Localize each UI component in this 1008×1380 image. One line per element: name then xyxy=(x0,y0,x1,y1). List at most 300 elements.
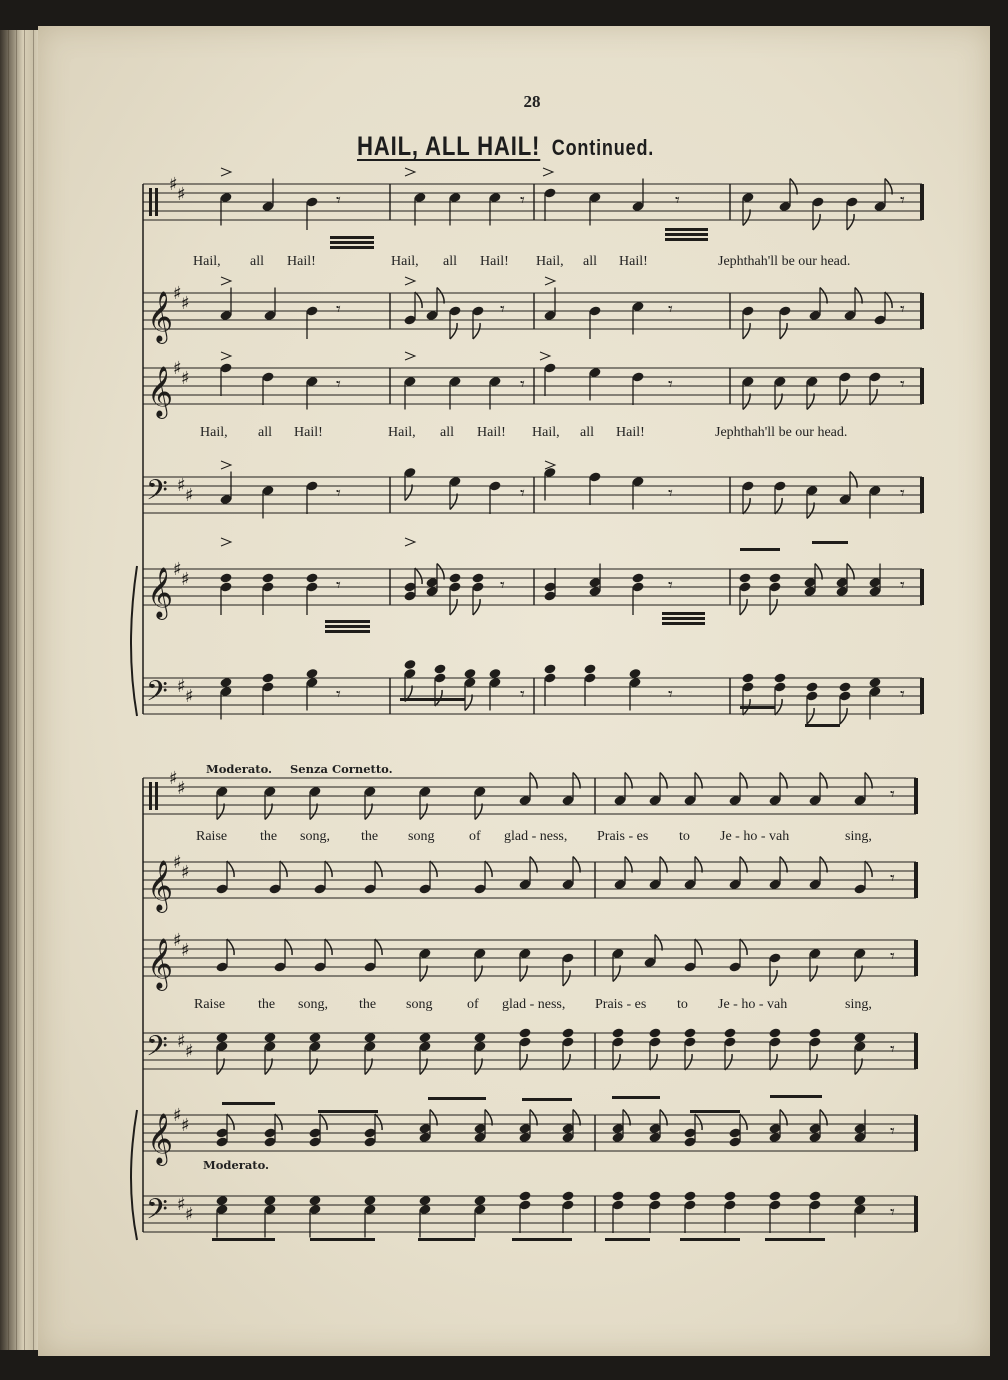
rest-icon: 𝄾 xyxy=(520,374,525,395)
rest-icon: 𝄾 xyxy=(890,946,895,967)
lyric-s2-top-7: Prais - es xyxy=(597,829,649,844)
note-head xyxy=(631,572,644,583)
rest-icon: 𝄾 xyxy=(520,684,525,705)
note-flag xyxy=(573,1110,580,1126)
note-flag xyxy=(430,1110,437,1126)
accent-mark xyxy=(405,168,415,176)
rest-icon: 𝄾 xyxy=(668,374,673,395)
lyric-s2-top-8: to xyxy=(679,829,690,844)
beam xyxy=(665,238,708,241)
note-head xyxy=(518,1027,531,1038)
note-flag xyxy=(775,498,782,514)
note-flag xyxy=(573,857,580,873)
beam xyxy=(222,1102,275,1105)
note-flag xyxy=(865,773,872,789)
note-head xyxy=(683,1027,696,1038)
note-flag xyxy=(660,773,667,789)
note-flag xyxy=(770,599,777,615)
note-flag xyxy=(520,1054,527,1070)
note-flag xyxy=(775,699,782,715)
beam xyxy=(418,1238,475,1241)
note-flag xyxy=(740,773,747,789)
lyric-s2-mid-5: of xyxy=(467,997,479,1012)
note-head xyxy=(868,677,881,688)
note-head xyxy=(773,672,786,683)
note-flag xyxy=(415,292,422,308)
lyric-s1-mid-1: all xyxy=(258,425,272,440)
note-head xyxy=(305,572,318,583)
note-flag xyxy=(310,804,317,820)
lyric-s2-mid-2: song, xyxy=(298,997,328,1012)
rest-icon: 𝄾 xyxy=(520,190,525,211)
percussion-clef-icon xyxy=(155,188,158,216)
rest-icon: 𝄾 xyxy=(500,575,505,596)
note-flag xyxy=(810,966,817,982)
beam xyxy=(662,617,705,620)
treble-clef-icon: 𝄞 xyxy=(147,1113,174,1164)
note-flag xyxy=(530,1110,537,1126)
note-flag xyxy=(850,472,857,488)
page-number: 28 xyxy=(523,92,541,111)
beam xyxy=(765,1238,825,1241)
note-flag xyxy=(865,861,872,877)
note-flag xyxy=(660,857,667,873)
sharp-icon: ♯ xyxy=(177,778,186,799)
lyric-s1-top-8: Hail! xyxy=(619,254,648,269)
note-head xyxy=(648,1027,661,1038)
note-head xyxy=(219,572,232,583)
sharp-icon: ♯ xyxy=(181,569,190,590)
note-head xyxy=(808,1190,821,1201)
bass-clef-icon: 𝄢 xyxy=(146,675,168,715)
note-head xyxy=(305,668,318,679)
note-flag xyxy=(265,1059,272,1075)
beam xyxy=(662,612,705,615)
rest-icon: 𝄾 xyxy=(890,784,895,805)
lyric-s2-top-3: the xyxy=(361,829,379,844)
note-flag xyxy=(473,599,480,615)
lyric-s1-top-6: Hail, xyxy=(536,254,564,269)
lyric-s1-top-2: Hail! xyxy=(287,254,316,269)
sharp-icon: ♯ xyxy=(169,768,178,789)
note-head xyxy=(418,1195,431,1206)
lyric-s1-mid-5: Hail! xyxy=(477,425,506,440)
rest-icon: 𝄾 xyxy=(336,299,341,320)
note-head xyxy=(723,1190,736,1201)
accent-mark xyxy=(221,277,231,285)
note-head xyxy=(738,572,751,583)
lyric-s2-mid-10: sing, xyxy=(845,997,872,1012)
note-flag xyxy=(780,773,787,789)
note-flag xyxy=(740,599,747,615)
beam xyxy=(805,724,840,727)
note-flag xyxy=(217,804,224,820)
lyric-s1-top-5: Hail! xyxy=(480,254,509,269)
note-head xyxy=(261,672,274,683)
sharp-icon: ♯ xyxy=(177,1194,186,1215)
note-head xyxy=(448,572,461,583)
note-flag xyxy=(405,485,412,501)
sharp-icon: ♯ xyxy=(185,686,194,707)
note-flag xyxy=(743,323,750,339)
treble-clef-icon: 𝄞 xyxy=(147,860,174,911)
rest-icon: 𝄾 xyxy=(900,575,905,596)
note-flag xyxy=(840,708,847,724)
sharp-icon: ♯ xyxy=(173,559,182,580)
note-flag xyxy=(820,288,827,304)
note-head xyxy=(363,1195,376,1206)
accent-mark xyxy=(540,352,550,360)
lyric-s1-mid-2: Hail! xyxy=(294,425,323,440)
sharp-icon: ♯ xyxy=(185,1204,194,1225)
beam xyxy=(665,233,708,236)
note-flag xyxy=(573,773,580,789)
rest-icon: 𝄾 xyxy=(900,374,905,395)
note-head xyxy=(261,572,274,583)
beam xyxy=(740,548,780,551)
note-flag xyxy=(780,323,787,339)
note-flag xyxy=(320,1114,327,1130)
lyric-s1-mid-7: all xyxy=(580,425,594,440)
note-flag xyxy=(530,857,537,873)
lyric-s1-mid-3: Hail, xyxy=(388,425,416,440)
note-flag xyxy=(780,1110,787,1126)
bass-clef-icon: 𝄢 xyxy=(146,1030,168,1070)
note-flag xyxy=(275,1114,282,1130)
note-flag xyxy=(847,564,854,580)
note-flag xyxy=(695,939,702,955)
note-flag xyxy=(740,939,747,955)
note-flag xyxy=(810,1054,817,1070)
rest-icon: 𝄾 xyxy=(336,374,341,395)
beam xyxy=(662,622,705,625)
note-flag xyxy=(743,210,750,226)
note-flag xyxy=(870,389,877,405)
lyric-s2-top-9: Je - ho - vah xyxy=(720,829,790,844)
percussion-clef-icon xyxy=(155,782,158,810)
lyric-s1-top-4: all xyxy=(443,254,457,269)
note-head xyxy=(853,1032,866,1043)
note-head xyxy=(219,677,232,688)
note-flag xyxy=(325,861,332,877)
note-flag xyxy=(613,966,620,982)
note-flag xyxy=(415,568,422,584)
note-flag xyxy=(855,966,862,982)
note-flag xyxy=(420,966,427,982)
note-flag xyxy=(520,966,527,982)
note-flag xyxy=(695,857,702,873)
note-flag xyxy=(450,323,457,339)
note-flag xyxy=(485,1110,492,1126)
note-flag xyxy=(375,939,382,955)
sharp-icon: ♯ xyxy=(169,174,178,195)
lyric-s2-mid-7: Prais - es xyxy=(595,997,647,1012)
lyric-s1-top-3: Hail, xyxy=(391,254,419,269)
note-head xyxy=(723,1027,736,1038)
note-head xyxy=(308,1032,321,1043)
note-head xyxy=(473,1195,486,1206)
lyric-s2-mid-6: glad - ness, xyxy=(502,997,566,1012)
note-flag xyxy=(655,935,662,951)
note-head xyxy=(853,1195,866,1206)
lyric-s2-mid-9: Je - ho - vah xyxy=(718,997,788,1012)
note-flag xyxy=(437,564,444,580)
note-flag xyxy=(855,288,862,304)
rest-icon: 𝄾 xyxy=(900,190,905,211)
bass-clef-icon: 𝄢 xyxy=(146,474,168,514)
note-flag xyxy=(265,804,272,820)
note-head xyxy=(263,1032,276,1043)
treble-clef-icon: 𝄞 xyxy=(147,291,174,342)
note-flag xyxy=(375,861,382,877)
note-head xyxy=(768,572,781,583)
note-flag xyxy=(725,1054,732,1070)
note-flag xyxy=(465,695,472,711)
note-flag xyxy=(685,1054,692,1070)
note-flag xyxy=(820,857,827,873)
lyric-s1-mid-4: all xyxy=(440,425,454,440)
note-flag xyxy=(885,292,892,308)
note-flag xyxy=(563,1054,570,1070)
note-flag xyxy=(807,503,814,519)
treble-clef-icon: 𝄞 xyxy=(147,567,174,618)
beam xyxy=(522,1098,572,1101)
note-flag xyxy=(485,861,492,877)
instrumentation-marking: Senza Cornetto. xyxy=(290,762,393,776)
rest-icon: 𝄾 xyxy=(668,299,673,320)
note-head xyxy=(488,668,501,679)
rest-icon: 𝄾 xyxy=(890,1039,895,1060)
note-head xyxy=(768,1190,781,1201)
rest-icon: 𝄾 xyxy=(336,684,341,705)
note-flag xyxy=(625,773,632,789)
accent-mark xyxy=(543,168,553,176)
title-continued: Continued. xyxy=(551,135,655,160)
rest-icon: 𝄾 xyxy=(900,483,905,504)
treble-clef-icon: 𝄞 xyxy=(147,366,174,417)
sharp-icon: ♯ xyxy=(177,1031,186,1052)
beam xyxy=(400,698,465,701)
rest-icon: 𝄾 xyxy=(890,1121,895,1142)
beam xyxy=(325,630,370,633)
note-head xyxy=(215,1032,228,1043)
note-flag xyxy=(840,389,847,405)
sharp-icon: ♯ xyxy=(173,930,182,951)
lyric-s2-mid-4: song xyxy=(406,997,433,1012)
lyric-s1-top-9: Jephthah'll be our head. xyxy=(718,254,851,269)
note-flag xyxy=(885,179,892,195)
note-flag xyxy=(780,857,787,873)
beam xyxy=(330,236,374,239)
treble-clef-icon: 𝄞 xyxy=(147,938,174,989)
lyric-s2-mid-0: Raise xyxy=(194,997,226,1012)
sharp-icon: ♯ xyxy=(177,676,186,697)
note-flag xyxy=(855,1059,862,1075)
note-flag xyxy=(770,970,777,986)
beam xyxy=(690,1110,740,1113)
note-flag xyxy=(365,804,372,820)
note-flag xyxy=(807,708,814,724)
note-head xyxy=(543,663,556,674)
note-flag xyxy=(743,394,750,410)
sharp-icon: ♯ xyxy=(181,940,190,961)
note-head xyxy=(363,1032,376,1043)
percussion-clef-icon xyxy=(149,782,152,810)
note-head xyxy=(433,663,446,674)
note-flag xyxy=(285,939,292,955)
note-flag xyxy=(227,1114,234,1130)
note-flag xyxy=(430,861,437,877)
lyric-s2-mid-1: the xyxy=(258,997,276,1012)
piano-brace xyxy=(131,1110,137,1240)
note-head xyxy=(683,1190,696,1201)
sharp-icon: ♯ xyxy=(185,485,194,506)
note-flag xyxy=(365,1059,372,1075)
note-flag xyxy=(847,214,854,230)
lyric-s2-top-5: of xyxy=(469,829,481,844)
lyric-s1-top-0: Hail, xyxy=(193,254,221,269)
lyric-s2-top-4: song xyxy=(408,829,435,844)
note-flag xyxy=(625,857,632,873)
beam xyxy=(212,1238,275,1241)
lyric-s1-top-1: all xyxy=(250,254,264,269)
note-flag xyxy=(820,773,827,789)
beam xyxy=(325,625,370,628)
bass-clef-icon: 𝄢 xyxy=(146,1193,168,1233)
note-head xyxy=(808,1027,821,1038)
note-head xyxy=(611,1190,624,1201)
lyric-s1-top-7: all xyxy=(583,254,597,269)
title-main: HAIL, ALL HAIL! xyxy=(357,131,541,161)
accent-mark xyxy=(405,277,415,285)
lyric-s2-top-10: sing, xyxy=(845,829,872,844)
note-flag xyxy=(815,564,822,580)
sharp-icon: ♯ xyxy=(181,368,190,389)
beam xyxy=(330,241,374,244)
accent-mark xyxy=(221,168,231,176)
note-flag xyxy=(450,494,457,510)
note-flag xyxy=(790,179,797,195)
note-flag xyxy=(473,323,480,339)
note-flag xyxy=(660,1110,667,1126)
rest-icon: 𝄾 xyxy=(668,575,673,596)
rest-icon: 𝄾 xyxy=(336,483,341,504)
accent-mark xyxy=(545,461,555,469)
piano-brace xyxy=(131,566,137,716)
rest-icon: 𝄾 xyxy=(520,483,525,504)
note-flag xyxy=(325,939,332,955)
note-flag xyxy=(740,857,747,873)
sharp-icon: ♯ xyxy=(181,862,190,883)
beam xyxy=(428,1097,486,1100)
lyric-s1-mid-6: Hail, xyxy=(532,425,560,440)
note-head xyxy=(648,1190,661,1201)
sharp-icon: ♯ xyxy=(181,1115,190,1136)
note-flag xyxy=(217,1059,224,1075)
rest-icon: 𝄾 xyxy=(336,575,341,596)
note-head xyxy=(215,1195,228,1206)
beam xyxy=(812,541,848,544)
beam xyxy=(680,1238,740,1241)
note-flag xyxy=(437,288,444,304)
lyric-s1-mid-8: Hail! xyxy=(616,425,645,440)
lyric-s2-mid-3: the xyxy=(359,997,377,1012)
note-head xyxy=(611,1027,624,1038)
note-head xyxy=(561,1190,574,1201)
note-flag xyxy=(563,970,570,986)
note-flag xyxy=(820,1110,827,1126)
accent-mark xyxy=(405,352,415,360)
note-flag xyxy=(740,1114,747,1130)
note-head xyxy=(768,1027,781,1038)
beam xyxy=(665,228,708,231)
note-head xyxy=(838,681,851,692)
rest-icon: 𝄾 xyxy=(890,868,895,889)
note-head xyxy=(741,672,754,683)
note-flag xyxy=(450,599,457,615)
sharp-icon: ♯ xyxy=(177,184,186,205)
note-flag xyxy=(770,1054,777,1070)
note-head xyxy=(463,668,476,679)
lyric-s2-top-1: the xyxy=(260,829,278,844)
lyric-s2-top-2: song, xyxy=(300,829,330,844)
lyric-s2-top-0: Raise xyxy=(196,829,228,844)
beam xyxy=(325,620,370,623)
beam xyxy=(512,1238,572,1241)
beam xyxy=(612,1096,660,1099)
sharp-icon: ♯ xyxy=(185,1041,194,1062)
beam xyxy=(770,1095,822,1098)
note-flag xyxy=(813,214,820,230)
note-flag xyxy=(227,939,234,955)
note-flag xyxy=(613,1054,620,1070)
sharp-icon: ♯ xyxy=(173,358,182,379)
note-head xyxy=(583,663,596,674)
note-flag xyxy=(475,966,482,982)
rest-icon: 𝄾 xyxy=(668,483,673,504)
rest-icon: 𝄾 xyxy=(890,1202,895,1223)
note-flag xyxy=(420,1059,427,1075)
note-head xyxy=(561,1027,574,1038)
note-flag xyxy=(375,1114,382,1130)
accent-mark xyxy=(221,352,231,360)
note-head xyxy=(403,659,416,670)
note-flag xyxy=(475,804,482,820)
sharp-icon: ♯ xyxy=(173,852,182,873)
sharp-icon: ♯ xyxy=(181,293,190,314)
percussion-clef-icon xyxy=(149,188,152,216)
accent-mark xyxy=(545,277,555,285)
rest-icon: 𝄾 xyxy=(900,684,905,705)
note-flag xyxy=(475,1059,482,1075)
beam xyxy=(330,246,374,249)
beam xyxy=(605,1238,650,1241)
note-flag xyxy=(695,1114,702,1130)
note-flag xyxy=(623,1110,630,1126)
beam xyxy=(310,1238,375,1241)
rest-icon: 𝄾 xyxy=(668,684,673,705)
note-flag xyxy=(695,773,702,789)
rest-icon: 𝄾 xyxy=(336,190,341,211)
accent-mark xyxy=(221,461,231,469)
rest-icon: 𝄾 xyxy=(675,190,680,211)
note-flag xyxy=(227,861,234,877)
note-head xyxy=(518,1190,531,1201)
note-flag xyxy=(807,394,814,410)
rest-icon: 𝄾 xyxy=(900,299,905,320)
note-flag xyxy=(650,1054,657,1070)
note-head xyxy=(471,572,484,583)
